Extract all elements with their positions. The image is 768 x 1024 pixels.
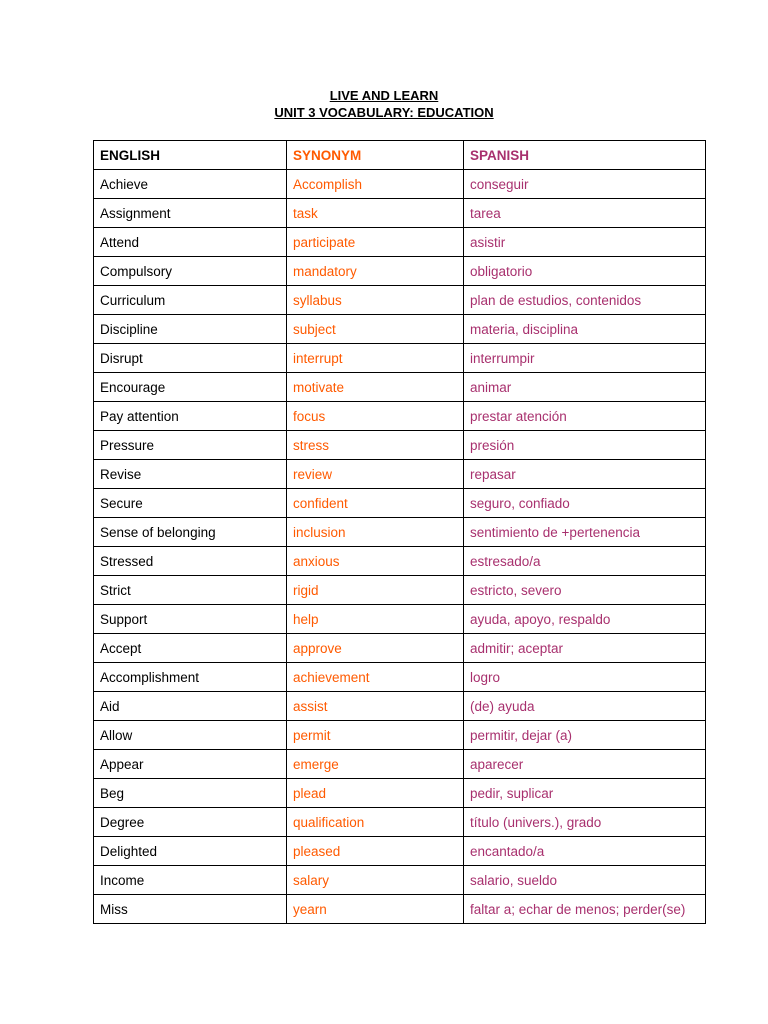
cell-english: Compulsory (94, 257, 287, 286)
cell-synonym: permit (287, 721, 464, 750)
table-row (94, 547, 706, 576)
table-row (94, 866, 706, 895)
table-row (94, 402, 706, 431)
document-header (0, 87, 768, 121)
cell-english: Strict (94, 576, 287, 605)
cell-english: Pay attention (94, 402, 287, 431)
cell-synonym: pleased (287, 837, 464, 866)
cell-spanish: seguro, confiado (464, 489, 706, 518)
cell-spanish: prestar atención (464, 402, 706, 431)
cell-spanish: (de) ayuda (464, 692, 706, 721)
cell-english: Secure (94, 489, 287, 518)
cell-synonym: stress (287, 431, 464, 460)
cell-english: Allow (94, 721, 287, 750)
table-row (94, 257, 706, 286)
cell-synonym: qualification (287, 808, 464, 837)
table-row (94, 431, 706, 460)
cell-spanish: conseguir (464, 170, 706, 199)
cell-spanish: obligatorio (464, 257, 706, 286)
cell-synonym: help (287, 605, 464, 634)
cell-synonym: subject (287, 315, 464, 344)
table-row (94, 895, 706, 924)
cell-synonym: mandatory (287, 257, 464, 286)
table-row (94, 750, 706, 779)
cell-spanish: salario, sueldo (464, 866, 706, 895)
cell-synonym: confident (287, 489, 464, 518)
cell-english: Achieve (94, 170, 287, 199)
cell-spanish: interrumpir (464, 344, 706, 373)
cell-english: Sense of belonging (94, 518, 287, 547)
cell-synonym: assist (287, 692, 464, 721)
table-row (94, 605, 706, 634)
cell-spanish: título (univers.), grado (464, 808, 706, 837)
cell-english: Delighted (94, 837, 287, 866)
header-synonym: SYNONYM (287, 141, 464, 170)
cell-synonym: salary (287, 866, 464, 895)
cell-spanish: admitir; aceptar (464, 634, 706, 663)
cell-spanish: asistir (464, 228, 706, 257)
cell-spanish: animar (464, 373, 706, 402)
table-row (94, 837, 706, 866)
cell-spanish: estricto, severo (464, 576, 706, 605)
cell-english: Aid (94, 692, 287, 721)
cell-spanish: estresado/a (464, 547, 706, 576)
table-row (94, 663, 706, 692)
cell-synonym: review (287, 460, 464, 489)
cell-synonym: participate (287, 228, 464, 257)
table-row (94, 315, 706, 344)
cell-spanish: plan de estudios, contenidos (464, 286, 706, 315)
cell-synonym: anxious (287, 547, 464, 576)
vocabulary-table (93, 140, 706, 924)
table-row (94, 170, 706, 199)
cell-english: Attend (94, 228, 287, 257)
cell-spanish: pedir, suplicar (464, 779, 706, 808)
cell-english: Discipline (94, 315, 287, 344)
cell-synonym: plead (287, 779, 464, 808)
cell-synonym: yearn (287, 895, 464, 924)
table-row (94, 199, 706, 228)
cell-english: Accept (94, 634, 287, 663)
table-row (94, 576, 706, 605)
cell-english: Accomplishment (94, 663, 287, 692)
cell-spanish: permitir, dejar (a) (464, 721, 706, 750)
cell-spanish: sentimiento de +pertenencia (464, 518, 706, 547)
cell-english: Disrupt (94, 344, 287, 373)
table-header-row (94, 141, 706, 170)
cell-spanish: aparecer (464, 750, 706, 779)
cell-spanish: tarea (464, 199, 706, 228)
document-title: LIVE AND LEARN (329, 88, 439, 103)
cell-english: Assignment (94, 199, 287, 228)
cell-english: Miss (94, 895, 287, 924)
cell-spanish: encantado/a (464, 837, 706, 866)
cell-synonym: approve (287, 634, 464, 663)
cell-synonym: inclusion (287, 518, 464, 547)
table-row (94, 286, 706, 315)
table-row (94, 779, 706, 808)
cell-spanish: faltar a; echar de menos; perder(se) (464, 895, 706, 924)
cell-synonym: interrupt (287, 344, 464, 373)
cell-synonym: motivate (287, 373, 464, 402)
cell-spanish: materia, disciplina (464, 315, 706, 344)
table-body (94, 170, 706, 924)
table-row (94, 373, 706, 402)
table-row (94, 634, 706, 663)
cell-spanish: ayuda, apoyo, respaldo (464, 605, 706, 634)
cell-spanish: logro (464, 663, 706, 692)
table-row (94, 692, 706, 721)
cell-english: Beg (94, 779, 287, 808)
cell-english: Appear (94, 750, 287, 779)
table-row (94, 460, 706, 489)
cell-english: Encourage (94, 373, 287, 402)
table-row (94, 344, 706, 373)
cell-synonym: Accomplish (287, 170, 464, 199)
cell-spanish: repasar (464, 460, 706, 489)
document-subtitle: UNIT 3 VOCABULARY: EDUCATION (274, 105, 494, 120)
cell-english: Degree (94, 808, 287, 837)
cell-synonym: task (287, 199, 464, 228)
cell-english: Stressed (94, 547, 287, 576)
cell-english: Revise (94, 460, 287, 489)
header-spanish: SPANISH (464, 141, 706, 170)
cell-synonym: focus (287, 402, 464, 431)
cell-synonym: syllabus (287, 286, 464, 315)
table-row (94, 518, 706, 547)
cell-english: Support (94, 605, 287, 634)
header-english: ENGLISH (94, 141, 287, 170)
table-row (94, 228, 706, 257)
cell-spanish: presión (464, 431, 706, 460)
cell-synonym: rigid (287, 576, 464, 605)
cell-synonym: achievement (287, 663, 464, 692)
table-row (94, 489, 706, 518)
table-row (94, 721, 706, 750)
table-row (94, 808, 706, 837)
cell-english: Curriculum (94, 286, 287, 315)
cell-english: Income (94, 866, 287, 895)
cell-synonym: emerge (287, 750, 464, 779)
cell-english: Pressure (94, 431, 287, 460)
